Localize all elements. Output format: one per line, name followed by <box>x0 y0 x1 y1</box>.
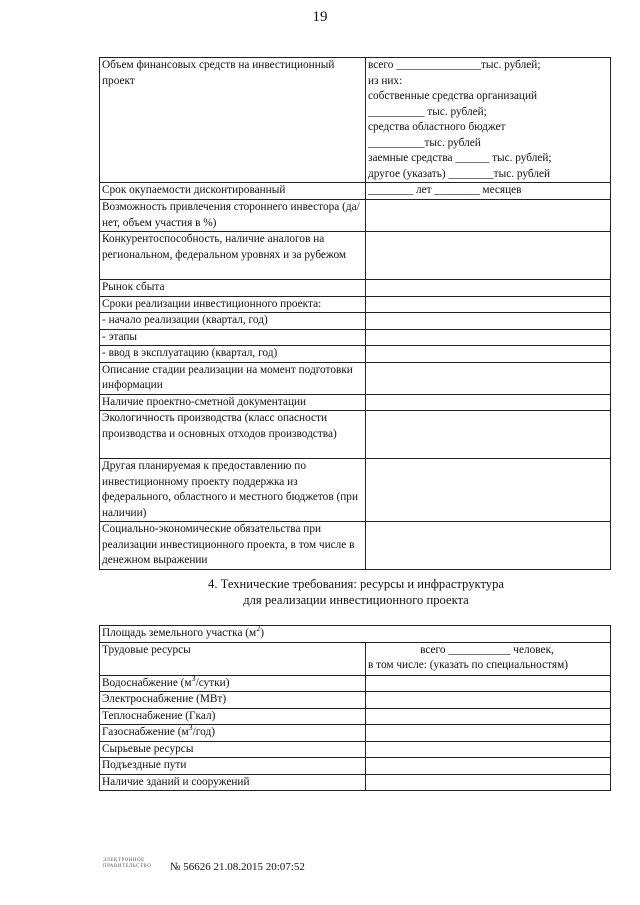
row-label: Трудовые ресурсы <box>100 642 366 675</box>
row-label: Газоснабжение $(м^3/год)$ <box>100 725 366 742</box>
row-value <box>366 708 611 725</box>
row-label: - ввод в эксплуатацию (квартал, год) <box>100 346 366 363</box>
table-row <box>100 642 611 675</box>
table-row <box>100 626 611 643</box>
table-row <box>100 675 611 692</box>
table-row <box>100 329 611 346</box>
row-value <box>366 692 611 709</box>
row-value <box>366 58 611 183</box>
row-value <box>366 329 611 346</box>
page-number: 19 <box>312 9 328 25</box>
row-label: Другая планируемая к предоставлению по инвестиционному проекту поддержка из федерального, областного и местного бюджетов (при наличии) <box>100 459 366 522</box>
row-label: Водоснабжение $(м^3/сутки)$ <box>100 675 366 692</box>
table-row <box>100 58 611 183</box>
table-row <box>100 200 611 232</box>
row-value <box>366 522 611 570</box>
value-line: в том числе: (указать по специальностям) <box>368 659 569 671</box>
section-title-line: 4. Технические требования: ресурсы и инфраструктура <box>208 577 504 591</box>
table-row <box>100 692 611 709</box>
row-label: Электроснабжение (МВт) <box>100 692 366 709</box>
table-row <box>100 522 611 570</box>
table-row <box>100 232 611 280</box>
row-value <box>366 725 611 742</box>
table-row <box>100 313 611 330</box>
table-row <box>100 296 611 313</box>
row-value <box>366 362 611 394</box>
row-label: Срок окупаемости дисконтированный <box>100 183 366 200</box>
table-row <box>100 394 611 411</box>
table-row <box>100 280 611 297</box>
value-line: __________тыс. рублей <box>368 136 481 149</box>
row-value <box>366 313 611 330</box>
table-row <box>100 183 611 200</box>
row-label: Теплоснабжение (Гкал) <box>100 708 366 725</box>
value-line: заемные средства ______ тыс. рублей; <box>368 152 552 164</box>
value-line: средства областного бюджет <box>368 121 506 133</box>
table-row <box>100 362 611 394</box>
row-label: Экологичность производства (класс опасности производства и основных отходов производства) <box>100 411 366 459</box>
value-line: собственные средства организаций <box>368 90 538 102</box>
row-value <box>366 200 611 232</box>
row-label: Объем финансовых средств на инвестиционный проект <box>100 58 366 183</box>
value-line: из них: <box>368 74 403 87</box>
table-row <box>100 346 611 363</box>
value-line: __________ тыс. рублей; <box>368 105 487 118</box>
row-label: Наличие проектно-сметной документации <box>100 394 366 411</box>
row-label: Социально-экономические обязательства при реализации инвестиционного проекта, в том числе в денежном выражении <box>100 522 366 570</box>
row-label: Наличие зданий и сооружений <box>100 774 366 791</box>
row-value <box>366 758 611 775</box>
row-value <box>366 411 611 459</box>
row-label: - этапы <box>100 329 366 346</box>
section-title-line: для реализации инвестиционного проекта <box>243 593 469 607</box>
row-label: Описание стадии реализации на момент подготовки информации <box>100 362 366 394</box>
row-value <box>366 296 611 313</box>
table-row <box>100 774 611 791</box>
row-label: Конкурентоспособность, наличие аналогов на региональном, федеральном уровнях и за рубежом <box>100 232 366 280</box>
row-value <box>366 346 611 363</box>
document-stamp: № 56626 21.08.2015 20:07:52 <box>170 861 305 873</box>
row-label: Рынок сбыта <box>100 280 366 297</box>
row-label: Сырьевые ресурсы <box>100 741 366 758</box>
row-label: Возможность привлечения стороннего инвестора (да/нет, объем участия в %) <box>100 200 366 232</box>
row-value <box>366 280 611 297</box>
table-row <box>100 741 611 758</box>
e-government-logo: ЭЛЕКТРОННОЕ ПРАВИТЕЛЬСТВО <box>103 858 152 869</box>
section-4-title <box>100 576 612 608</box>
land-area-label: Площадь земельного участка $(м^2)$ <box>100 626 611 643</box>
row-value <box>366 741 611 758</box>
value-line: другое (указать) ________тыс. рублей <box>368 167 551 180</box>
row-value <box>366 232 611 280</box>
table-row <box>100 708 611 725</box>
table-row <box>100 758 611 775</box>
row-value <box>366 642 611 675</box>
row-value <box>366 394 611 411</box>
row-value <box>366 675 611 692</box>
row-label: Сроки реализации инвестиционного проекта: <box>100 296 366 313</box>
investment-info-table <box>99 57 611 570</box>
value-line: всего ___________ человек, <box>420 643 554 656</box>
technical-requirements-table <box>99 625 611 791</box>
table-row <box>100 459 611 522</box>
table-row <box>100 725 611 742</box>
row-value: ________ лет ________ месяцев <box>366 183 611 200</box>
row-value <box>366 774 611 791</box>
row-value <box>366 459 611 522</box>
table-row <box>100 411 611 459</box>
value-line: всего _______________тыс. рублей; <box>368 59 541 71</box>
row-label: - начало реализации (квартал, год) <box>100 313 366 330</box>
row-label: Подъездные пути <box>100 758 366 775</box>
